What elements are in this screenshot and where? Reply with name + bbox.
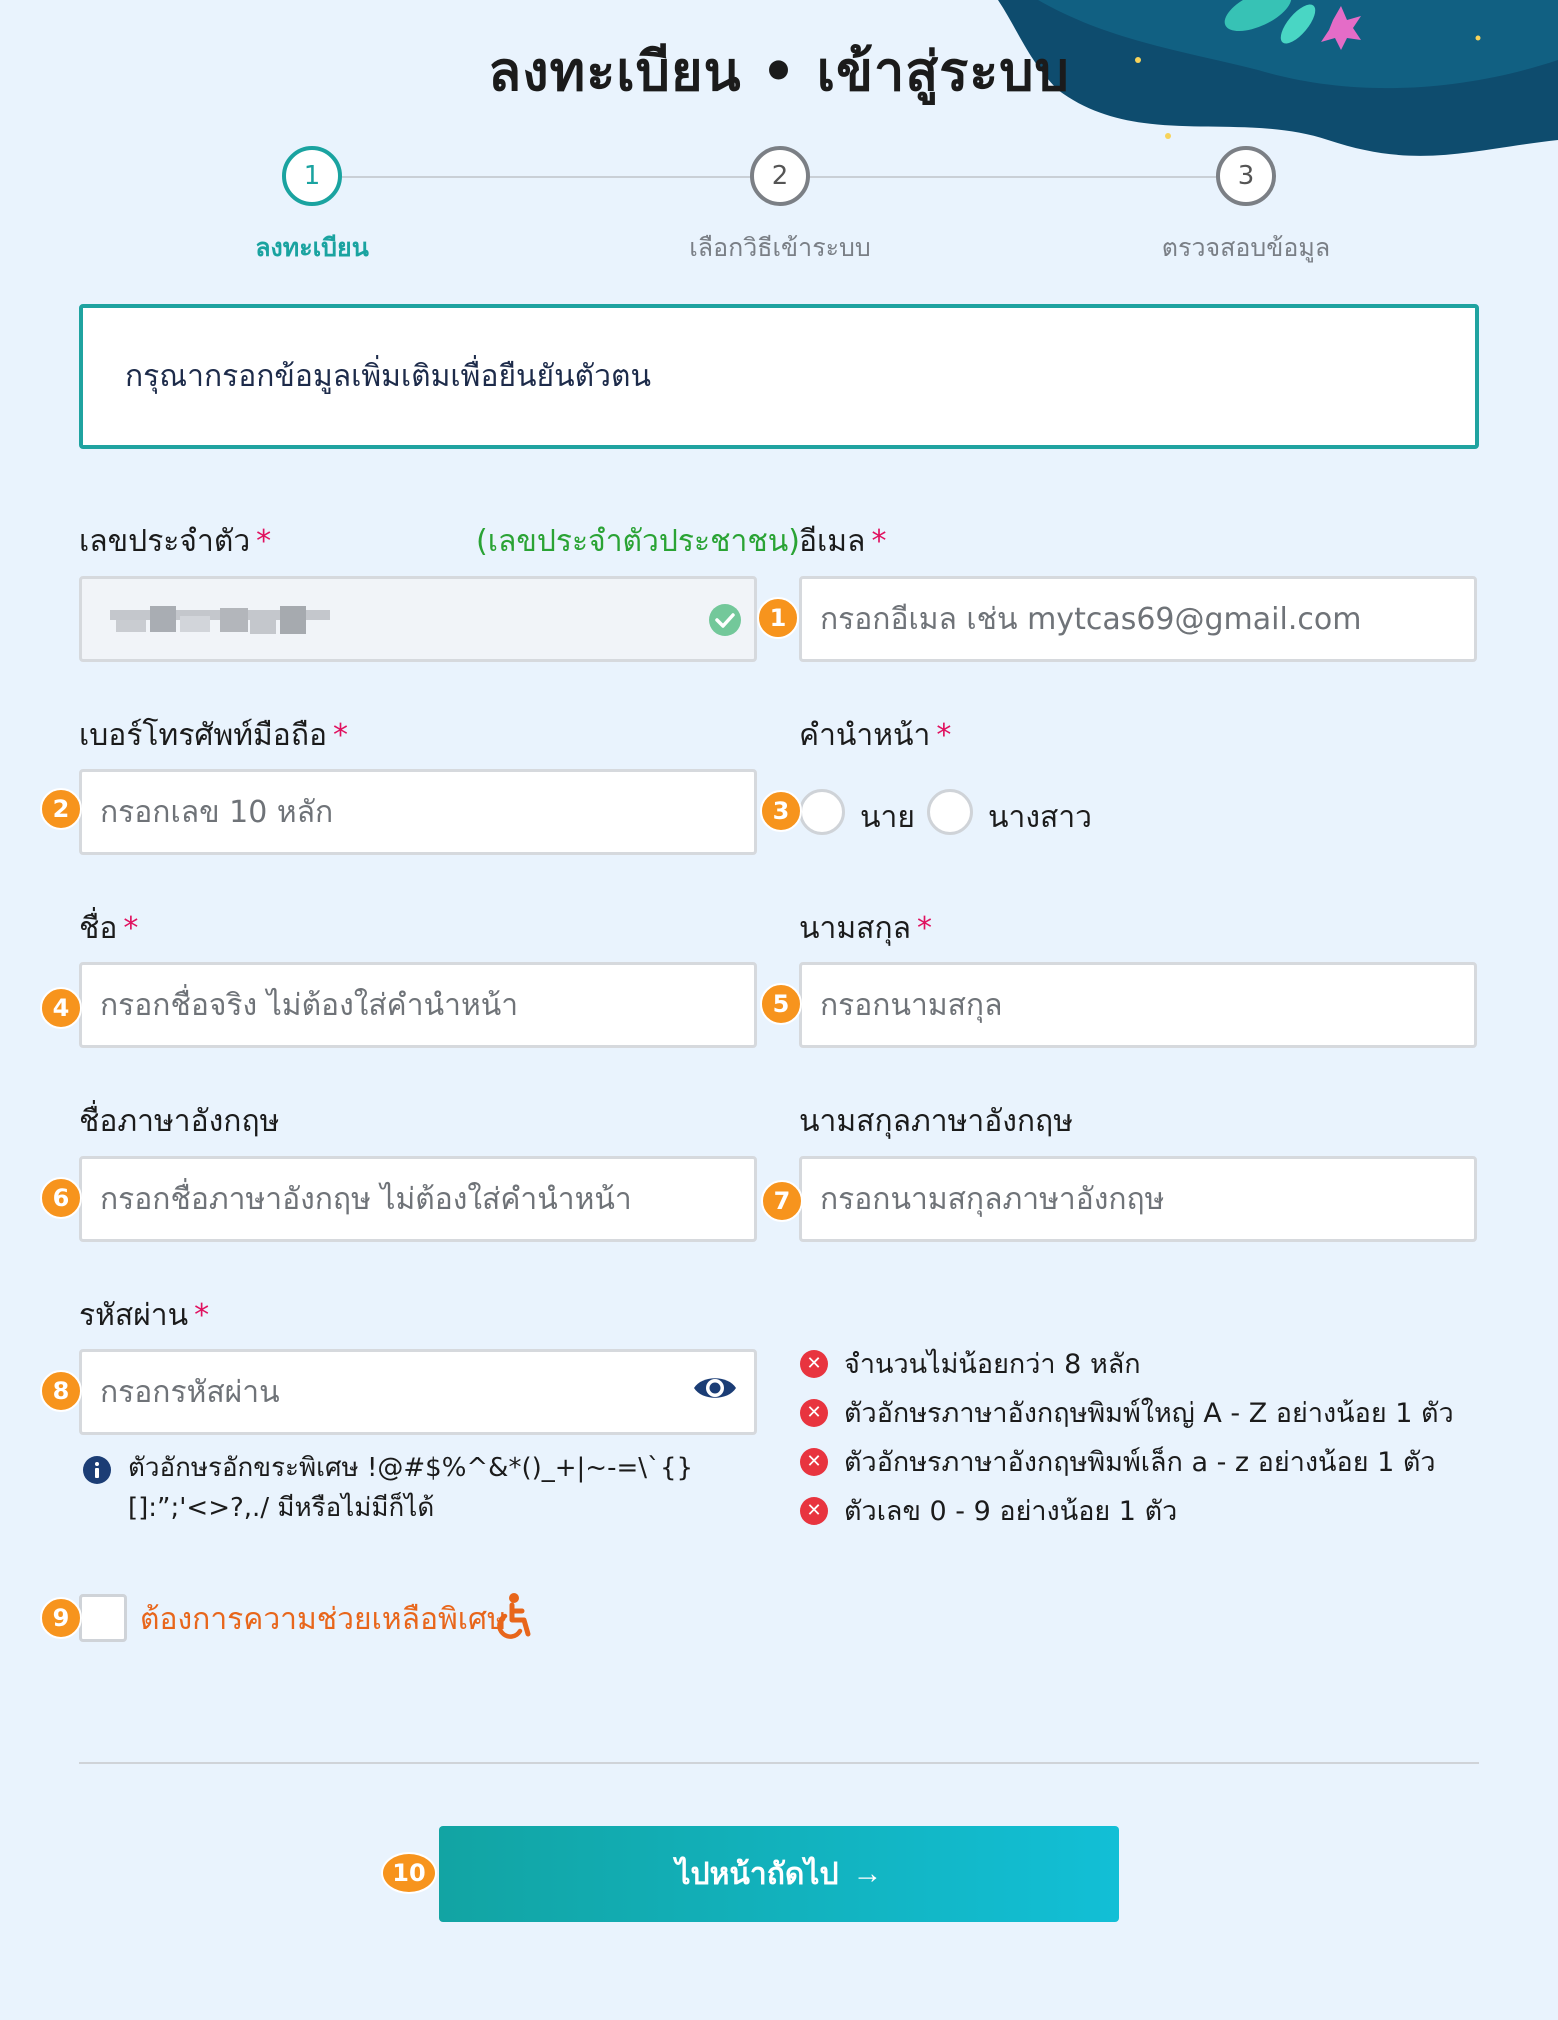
rule-fail-icon: ✕ [800, 1399, 828, 1427]
phone-placeholder: กรอกเลข 10 หลัก [100, 794, 334, 830]
password-label [79, 1292, 209, 1339]
required-mark: * [256, 524, 272, 559]
email-field[interactable] [799, 576, 1477, 662]
first-name-en-label-text: ชื่อภาษาอังกฤษ [79, 1104, 280, 1139]
step-badge-2: 2 [40, 788, 82, 830]
arrow-right-icon: → [852, 1857, 883, 1890]
password-rule [800, 1440, 1436, 1483]
first-name-en-field[interactable] [79, 1156, 757, 1242]
required-mark: * [917, 911, 932, 946]
step-connector [342, 176, 752, 178]
last-name-placeholder: กรอกนามสกุล [820, 987, 1003, 1023]
rule-fail-icon: ✕ [800, 1448, 828, 1476]
password-label-text: รหัสผ่าน [79, 1298, 189, 1333]
password-special-chars-line1: ตัวอักษรอักขระพิเศษ !@#$%^&*()_+|~-=\`{} [128, 1453, 694, 1483]
step-3-label: ตรวจสอบข้อมูล [1161, 233, 1331, 262]
password-field[interactable] [79, 1349, 757, 1435]
step-badge-5: 5 [760, 983, 802, 1025]
accessibility-icon [492, 1592, 532, 1644]
first-name-field[interactable] [79, 962, 757, 1048]
required-mark: * [871, 524, 887, 559]
verified-check-icon [708, 603, 742, 641]
step-2-label: เลือกวิธีเข้าระบบ [689, 233, 871, 262]
password-placeholder: กรอกรหัสผ่าน [100, 1374, 280, 1410]
id-number-label [79, 518, 271, 565]
step-connector [808, 176, 1218, 178]
required-mark: * [194, 1298, 210, 1333]
password-special-chars-line2: []:”;'<>?,./ มีหรือไม่มีก็ได้ [128, 1493, 435, 1523]
prefix-option-mr[interactable]: นาย [860, 800, 915, 835]
password-rule [800, 1342, 1141, 1385]
prefix-option-miss[interactable]: นางสาว [988, 800, 1093, 835]
next-button-label: ไปหน้าถัดไป [675, 1857, 839, 1891]
masked-id-value [110, 604, 330, 638]
phone-field[interactable] [79, 769, 757, 855]
page-title: ลงทะเบียน • เข้าสู่ระบบ [488, 40, 1070, 103]
show-password-eye-icon[interactable] [692, 1372, 738, 1408]
first-name-en-label [79, 1098, 279, 1145]
phone-label-text: เบอร์โทรศัพท์มือถือ [79, 718, 327, 753]
step-badge-10: 10 [381, 1852, 437, 1894]
special-assistance-checkbox[interactable] [79, 1594, 127, 1642]
last-name-en-label [799, 1098, 1073, 1145]
step-2-circle: 2 [750, 146, 810, 206]
required-mark: * [123, 911, 139, 946]
step-badge-9: 9 [40, 1597, 82, 1639]
password-rule [800, 1489, 1177, 1532]
password-rule-text: ตัวเลข 0 - 9 อย่างน้อย 1 ตัว [844, 1496, 1178, 1527]
required-mark: * [936, 718, 952, 753]
notice-text: กรุณากรอกข้อมูลเพิ่มเติมเพื่อยืนยันตัวตน [125, 359, 651, 394]
verification-notice [79, 304, 1479, 449]
step-badge-4: 4 [40, 987, 82, 1029]
step-1-circle: 1 [282, 146, 342, 206]
password-rule-text: จำนวนไม่น้อยกว่า 8 หลัก [844, 1349, 1141, 1380]
step-badge-8: 8 [40, 1370, 82, 1412]
last-name-field[interactable] [799, 962, 1477, 1048]
last-name-en-label-text: นามสกุลภาษาอังกฤษ [799, 1104, 1073, 1139]
email-placeholder: กรอกอีเมล เช่น mytcas69@gmail.com [820, 601, 1362, 637]
special-assistance-label[interactable]: ต้องการความช่วยเหลือพิเศษ [140, 1602, 507, 1637]
first-name-label-text: ชื่อ [79, 911, 118, 946]
last-name-label-text: นามสกุล [799, 911, 911, 946]
step-badge-1: 1 [757, 597, 799, 639]
prefix-label-text: คำนำหน้า [799, 718, 931, 753]
registration-stepper [0, 146, 1558, 266]
rule-fail-icon: ✕ [800, 1350, 828, 1378]
step-1-label: ลงทะเบียน [255, 233, 369, 262]
first-name-placeholder: กรอกชื่อจริง ไม่ต้องใส่คำนำหน้า [100, 987, 519, 1023]
first-name-label [79, 905, 138, 952]
step-badge-3: 3 [760, 790, 802, 832]
password-rule-text: ตัวอักษรภาษาอังกฤษพิมพ์ใหญ่ A - Z อย่างน้อย 1 ตัว [844, 1398, 1454, 1429]
step-badge-6: 6 [40, 1177, 82, 1219]
step-3-circle: 3 [1216, 146, 1276, 206]
password-rule-text: ตัวอักษรภาษาอังกฤษพิมพ์เล็ก a - z อย่างน้อย 1 ตัว [844, 1447, 1436, 1478]
step-badge-7: 7 [761, 1180, 803, 1222]
next-page-button[interactable] [439, 1826, 1119, 1922]
prefix-radio-miss[interactable] [927, 789, 973, 835]
form-divider [79, 1762, 1479, 1764]
prefix-radio-mr[interactable] [799, 789, 845, 835]
email-label [799, 518, 886, 565]
last-name-en-placeholder: กรอกนามสกุลภาษาอังกฤษ [820, 1181, 1165, 1217]
id-number-sublabel: (เลขประจำตัวประชาชน) [476, 524, 800, 559]
info-icon [82, 1455, 112, 1489]
required-mark: * [333, 718, 348, 753]
prefix-label [799, 712, 951, 759]
first-name-en-placeholder: กรอกชื่อภาษาอังกฤษ ไม่ต้องใส่คำนำหน้า [100, 1181, 632, 1217]
email-label-text: อีเมล [799, 524, 866, 559]
id-number-label-text: เลขประจำตัว [79, 524, 251, 559]
last-name-label [799, 905, 932, 952]
phone-label [79, 712, 348, 759]
password-rule [800, 1391, 1454, 1434]
last-name-en-field[interactable] [799, 1156, 1477, 1242]
rule-fail-icon: ✕ [800, 1497, 828, 1525]
